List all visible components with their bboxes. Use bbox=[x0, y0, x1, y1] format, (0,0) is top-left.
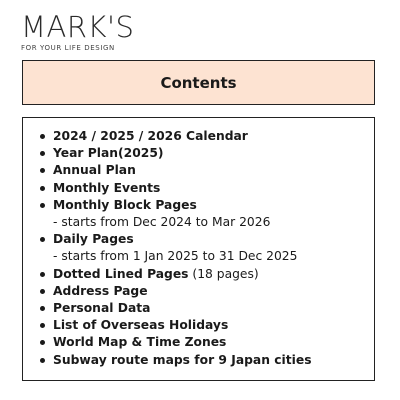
list-item bbox=[39, 352, 368, 369]
list-item bbox=[39, 300, 368, 317]
list-item bbox=[39, 231, 368, 265]
page-title: Contents bbox=[160, 73, 237, 92]
list-item-subtext: - starts from Dec 2024 to Mar 2026 bbox=[53, 215, 271, 230]
list-item bbox=[39, 128, 368, 145]
list-item bbox=[39, 145, 368, 162]
list-item bbox=[39, 197, 368, 231]
list-item-label: List of Overseas Holidays bbox=[53, 318, 229, 333]
list-item-label: Subway route maps for 9 Japan cities bbox=[53, 352, 312, 367]
list-item bbox=[39, 317, 368, 334]
contents-list bbox=[39, 128, 368, 369]
list-item-label: Dotted Lined Pages bbox=[53, 266, 189, 281]
contents-header bbox=[22, 60, 375, 105]
list-item-label: Year Plan(2025) bbox=[53, 146, 164, 161]
list-item-label: World Map & Time Zones bbox=[53, 335, 227, 350]
list-item bbox=[39, 266, 368, 283]
list-item bbox=[39, 283, 368, 300]
list-item bbox=[39, 334, 368, 351]
list-item-subtext: - starts from 1 Jan 2025 to 31 Dec 2025 bbox=[53, 249, 298, 264]
brand-logo bbox=[21, 12, 134, 52]
list-item bbox=[39, 180, 368, 197]
list-item-label: Address Page bbox=[53, 283, 148, 298]
list-item-label: 2024 / 2025 / 2026 Calendar bbox=[53, 129, 248, 143]
logo-tagline: FOR YOUR LIFE DESIGN bbox=[21, 44, 115, 52]
list-item-label: Monthly Block Pages bbox=[53, 197, 197, 212]
list-item-label: Personal Data bbox=[53, 301, 151, 316]
list-item-suffix: (18 pages) bbox=[188, 266, 259, 281]
contents-panel bbox=[22, 117, 375, 381]
list-item-label: Daily Pages bbox=[53, 232, 134, 247]
list-item-label: Annual Plan bbox=[53, 163, 136, 178]
list-item-label: Monthly Events bbox=[53, 180, 161, 195]
list-item bbox=[39, 162, 368, 179]
logo-wordmark: MARK'S bbox=[21, 10, 135, 44]
